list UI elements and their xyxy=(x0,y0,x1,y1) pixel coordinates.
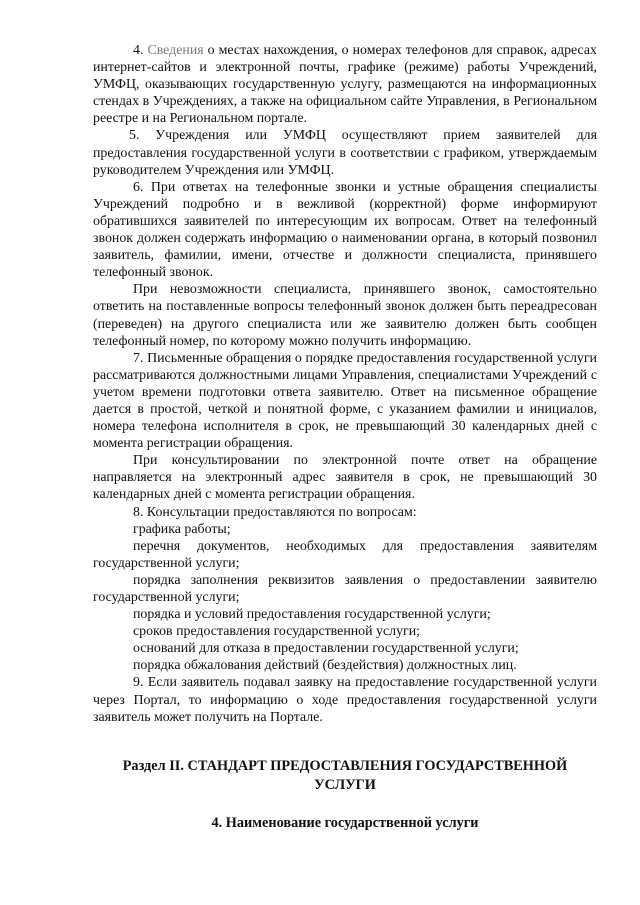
paragraph-7-continued: При консультировании по электронной почте ответ на обращение направляется на электронный адрес заявителя в срок, не превышающий 30 календарных дней с момента регистрации обращения. xyxy=(93,453,597,503)
paragraph-4-number: 4. xyxy=(133,43,148,58)
list-item: порядка и условий предоставления государственной услуги; xyxy=(133,607,491,623)
paragraph-4 xyxy=(93,42,597,127)
paragraph-4-lead-word: Сведения xyxy=(147,43,204,58)
document-page xyxy=(93,42,597,833)
paragraph-6-continued: При невозможности специалиста, принявшего звонок, самостоятельно ответить на поставленные вопросы телефонный звонок должен быть переадресован (переведен) на другого специалиста или же заявителю должен быть сообщен телефонный номер, по которому можно получить информацию. xyxy=(93,282,597,349)
list-item: оснований для отказа в предоставлении государственной услуги; xyxy=(133,641,519,657)
list-item: сроков предоставления государственной услуги; xyxy=(133,624,421,640)
paragraph-7: 7. Письменные обращения о порядке предоставления государственной услуги рассматриваются должностными лицами Управления, специалистами Учреждений с учетом времени подготовки ответа заявителю. Ответ на письменное обращение дается в простой, четкой и понятной форме, с указанием фамилии и инициалов, номера телефона исполнителя в срок, не превышающий 30 календарных дней с момента регистрации обращения. xyxy=(93,350,597,452)
paragraph-9: 9. Если заявитель подавал заявку на предоставление государственной услуги через Портал, то информацию о ходе предоставления государственной услуги заявитель может получить на Портале. xyxy=(93,675,597,725)
list-item: порядка обжалования действий (бездействия) должностных лиц. xyxy=(133,658,517,674)
paragraph-8: 8. Консультации предоставляются по вопросам: xyxy=(133,504,417,520)
paragraph-6: 6. При ответах на телефонные звонки и устные обращения специалисты Учреждений подробно и в вежливой (корректной) форме информируют обратившихся заявителей по интересующим их вопросам. Ответ на телефонный звонок должен содержать информацию о наименовании органа, в который позвонил заявитель, фамилии, имени, отчестве и должности специалиста, принявшего телефонный звонок. xyxy=(93,179,597,281)
list-item: порядка заполнения реквизитов заявления о предоставлении заявителю государственной услуги; xyxy=(93,572,597,605)
list-item: перечня документов, необходимых для предоставления заявителям государственной услуги; xyxy=(93,538,597,571)
subsection-title: 4. Наименование государственной услуги xyxy=(211,814,479,831)
paragraph-4-text: о местах нахождения, о номерах телефонов для справок, адресах интернет-сайтов и электронной почты, графике (режиме) работы Учреждений, УМФЦ, оказывающих государственную услугу, размещаются на информационных стендах в Учреждениях, а также на официальном сайте Управления, в Региональном реестре и на Региональном портале. xyxy=(93,43,598,127)
paragraph-5: 5. Учреждения или УМФЦ осуществляют прием заявителей для предоставления государственной услуги в соответствии с графиком, утверждаемым руководителем Учреждения или УМФЦ. xyxy=(93,128,597,178)
list-item: графика работы; xyxy=(133,521,231,537)
section-title: Раздел II. СТАНДАРТ ПРЕДОСТАВЛЕНИЯ ГОСУДАРСТВЕННОЙ УСЛУГИ xyxy=(122,757,568,793)
